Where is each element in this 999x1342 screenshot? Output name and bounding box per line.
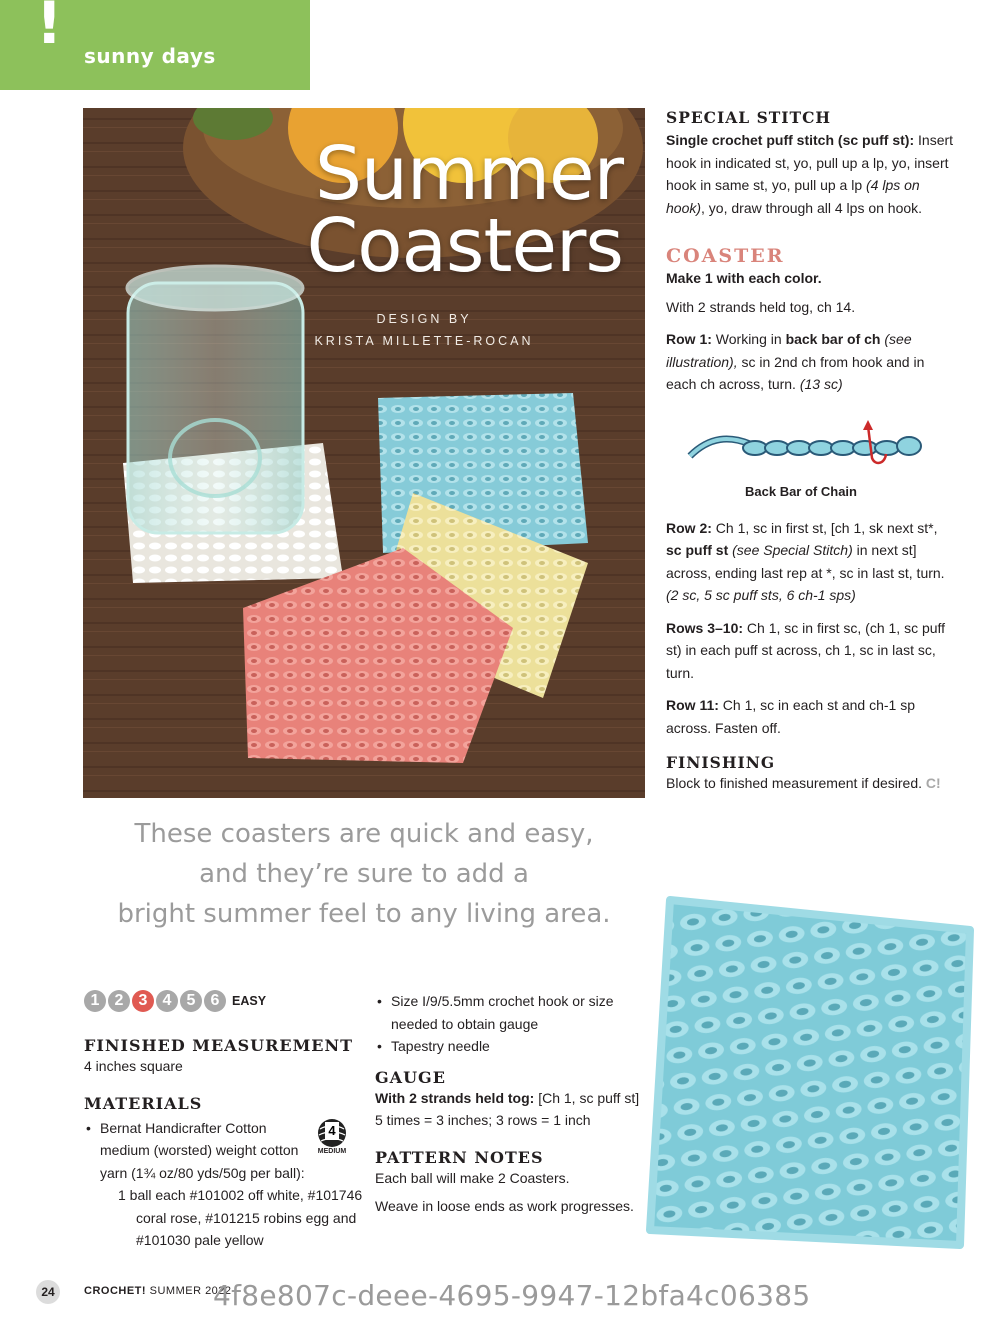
article-title bbox=[83, 131, 623, 289]
row-1-text-c: (see illustration), bbox=[666, 331, 912, 370]
special-stitch-desc-italic: (4 lps on hook) bbox=[666, 177, 920, 216]
section-name: sunny days bbox=[84, 44, 216, 68]
coaster-start: With 2 strands held tog, ch 14. bbox=[666, 298, 856, 315]
row-2-text-c: (see Special Stitch) bbox=[728, 542, 853, 558]
pattern-note-1: Each ball will make 2 Coasters. bbox=[375, 1169, 570, 1186]
pattern-notes-heading: PATTERN NOTES bbox=[375, 1147, 544, 1167]
gauge-detail: [Ch 1, sc puff st] 5 times = 3 inches; 3 rows = 1 inch bbox=[375, 1089, 640, 1128]
gauge-column bbox=[375, 990, 650, 1218]
finishing-instructions: Block to finished measurement if desired. bbox=[666, 775, 923, 791]
rows-3-10 bbox=[666, 617, 956, 685]
skill-level-4: 4 bbox=[156, 990, 178, 1012]
skill-level bbox=[84, 990, 354, 1016]
row-2-count: (2 sc, 5 sc puff sts, 6 ch-1 sps) bbox=[666, 587, 856, 603]
footer-magazine bbox=[84, 1285, 232, 1297]
special-stitch-heading: SPECIAL STITCH bbox=[666, 108, 832, 127]
row-1-text-a: Working in bbox=[711, 331, 786, 347]
materials-list bbox=[84, 1117, 363, 1252]
row-1-text-d: sc in 2nd ch from hook and in each ch across, turn. bbox=[666, 353, 925, 392]
back-bar-of-chain-illustration bbox=[680, 416, 940, 476]
section-mark-icon: ! bbox=[36, 0, 63, 57]
finishing-text bbox=[666, 772, 956, 795]
page-number: 24 bbox=[36, 1280, 60, 1304]
needle-item: • Tapestry needle bbox=[391, 1035, 650, 1058]
designer-name: KRISTA MILLETTE-ROCAN bbox=[314, 334, 534, 348]
special-stitch-name: Single crochet puff stitch (sc puff st): bbox=[666, 132, 915, 148]
row-1-label: Row 1: bbox=[666, 331, 712, 347]
pull-quote bbox=[83, 814, 645, 934]
illustration-caption: Back Bar of Chain bbox=[745, 483, 857, 499]
skill-level-3: 3 bbox=[132, 990, 154, 1012]
tools-list bbox=[375, 990, 650, 1058]
rows-3-10-label: Rows 3–10: bbox=[666, 619, 744, 636]
skill-level-5: 5 bbox=[180, 990, 202, 1012]
coaster-make: Make 1 with each color. bbox=[666, 270, 822, 286]
special-stitch-text bbox=[666, 129, 956, 219]
row-1 bbox=[666, 328, 956, 396]
yarn-weight-icon bbox=[311, 1117, 353, 1159]
row-1-count: (13 sc) bbox=[799, 376, 843, 392]
row-1-text-b: back bar of ch bbox=[785, 331, 881, 347]
magazine-issue: SUMMER 2022 bbox=[146, 1285, 232, 1297]
pattern-note-2: Weave in loose ends as work progresses. bbox=[375, 1198, 634, 1214]
pull-quote-line-3: bright summer feel to any living area. bbox=[117, 899, 611, 929]
row-11-label: Row 11: bbox=[666, 697, 719, 713]
special-stitch-desc-2: , yo, draw through all 4 lps on hook. bbox=[701, 199, 923, 216]
yarn-weight-label: MEDIUM bbox=[317, 1148, 347, 1155]
row-2-text-d: in next st] across, ending last rep at *, sc in last st, turn. bbox=[666, 542, 945, 581]
yarn-description: Bernat Handicrafter Cotton medium (worsted) weight cotton yarn (1¾ oz/80 yds/50g per ball): bbox=[100, 1119, 305, 1181]
pull-quote-line-1: These coasters are quick and easy, bbox=[134, 819, 594, 849]
blue-coaster-closeup bbox=[640, 890, 985, 1260]
skill-level-6: 6 bbox=[204, 990, 226, 1012]
yarn-colors: 1 ball each #101002 off white, #101746 coral rose, #101215 robins egg and #101030 pale yellow bbox=[118, 1187, 363, 1248]
skill-level-1: 1 bbox=[84, 990, 106, 1012]
special-stitch-desc-1: Insert hook in indicated st, yo, pull up a lp, yo, insert hook in same st, yo, pull up a lp bbox=[666, 132, 954, 193]
title-line-2: Coasters bbox=[306, 203, 623, 289]
hero-photo bbox=[83, 108, 645, 798]
row-2-label: Row 2: bbox=[666, 519, 712, 536]
pull-quote-line-2: and they’re sure to add a bbox=[199, 859, 529, 889]
row-11-text: Ch 1, sc in each st and ch-1 sp across. Fasten off. bbox=[666, 697, 916, 736]
gauge-text bbox=[375, 1087, 650, 1132]
row-2-text-a: Ch 1, sc in first st, [ch 1, sk next st*, bbox=[711, 519, 938, 536]
design-by-label: DESIGN BY bbox=[376, 312, 472, 326]
row-11 bbox=[666, 694, 956, 739]
title-line-1: Summer bbox=[315, 131, 623, 217]
row-2 bbox=[666, 517, 956, 607]
hook-item: • Size I/9/5.5mm crochet hook or size needed to obtain gauge bbox=[391, 990, 650, 1035]
finished-measurement-text: 4 inches square bbox=[84, 1058, 183, 1074]
end-mark-icon: C! bbox=[925, 775, 941, 791]
finishing-heading: FINISHING bbox=[666, 753, 776, 772]
row-2-text-b: sc puff st bbox=[666, 542, 729, 558]
materials-heading: MATERIALS bbox=[84, 1093, 203, 1113]
finished-measurement-heading: FINISHED MEASUREMENT bbox=[84, 1036, 354, 1055]
materials-yarn bbox=[100, 1117, 363, 1252]
rows-3-10-text: Ch 1, sc in first sc, (ch 1, sc puff st) in each puff st across, ch 1, sc in last sc, turn. bbox=[666, 619, 946, 681]
gauge-bold: With 2 strands held tog: bbox=[375, 1089, 535, 1106]
instructions-column bbox=[666, 108, 956, 795]
designer-credit bbox=[83, 308, 645, 352]
yarn-weight-number: 4 bbox=[325, 1122, 339, 1140]
magazine-name: CROCHET! bbox=[84, 1285, 147, 1297]
gauge-heading: GAUGE bbox=[375, 1067, 446, 1087]
coaster-heading: COASTER bbox=[666, 245, 785, 267]
skill-level-2: 2 bbox=[108, 990, 130, 1012]
skill-level-label: EASY bbox=[232, 993, 267, 1008]
watermark-id: 4f8e807c-deee-4695-9947-12bfa4c06385 bbox=[213, 1279, 811, 1312]
